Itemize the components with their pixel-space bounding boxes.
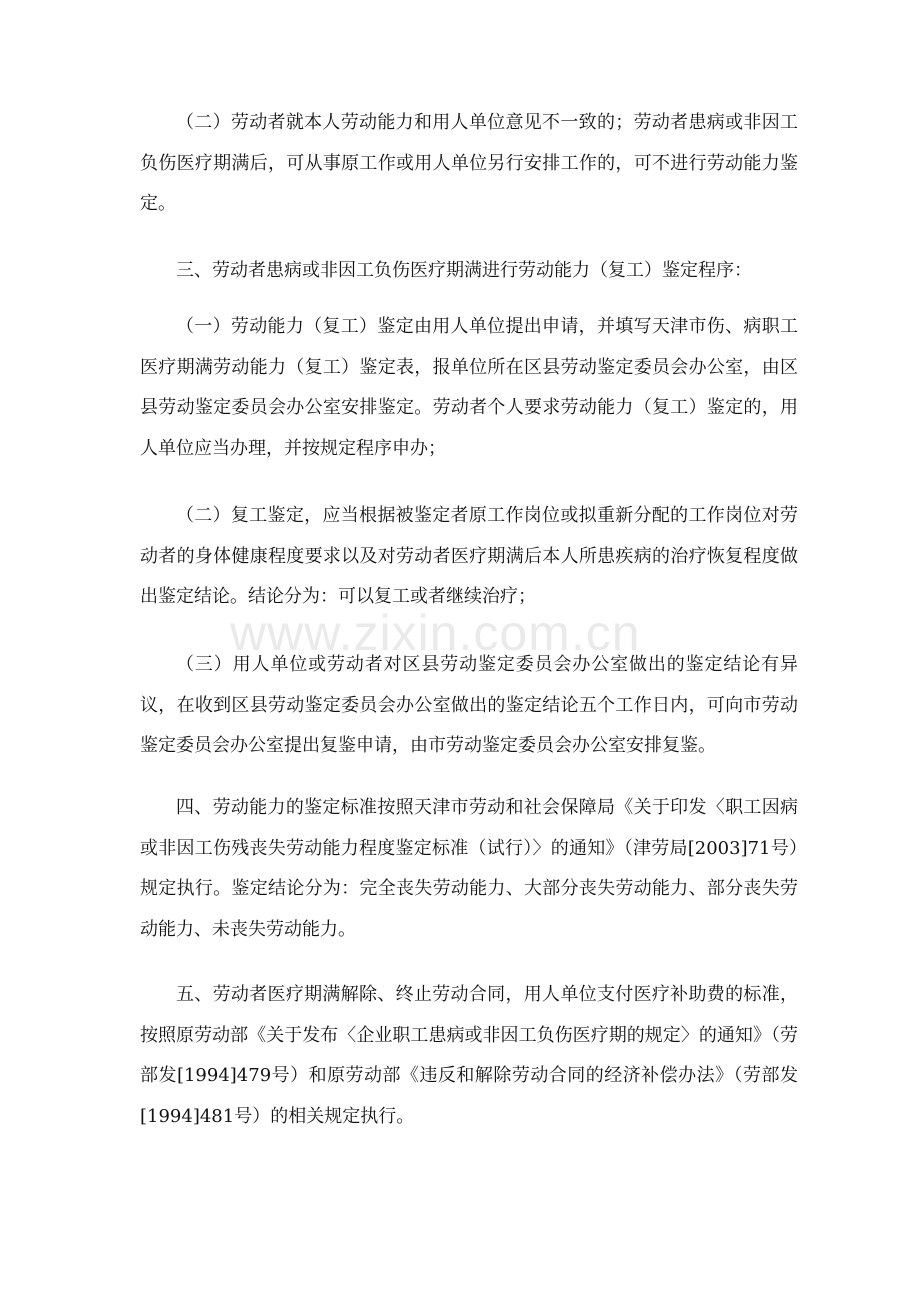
paragraph-section-4-standards: 四、劳动能力的鉴定标准按照天津市劳动和社会保障局《关于印发〈职工因病或非因工伤残丧失劳动能力程度鉴定标准（试行）〉的通知》（津劳局[2003]71号）规定执行。鉴定结论分为：完全丧失劳动能力、大部分丧失劳动能力、部分丧失劳动能力、未丧失劳动能力。 [140, 797, 798, 940]
heading-section-3: 三、劳动者患病或非因工负伤医疗期满进行劳动能力（复工）鉴定程序： [176, 260, 752, 281]
paragraph-3-2-return-to-work: （二）复工鉴定，应当根据被鉴定者原工作岗位或拟重新分配的工作岗位对劳动者的身体健康程度要求以及对劳动者医疗期满后本人所患疾病的治疗恢复程度做出鉴定结论。结论分为：可以复工或者继续治疗； [140, 505, 798, 607]
paragraph-3-3-reappraisal: （三）用人单位或劳动者对区县劳动鉴定委员会办公室做出的鉴定结论有异议，在收到区县劳动鉴定委员会办公室做出的鉴定结论五个工作日内，可向市劳动鉴定委员会办公室提出复鉴申请，由市劳动鉴定委员会办公室安排复鉴。 [140, 654, 798, 756]
paragraph-3-1-application: （一）劳动能力（复工）鉴定由用人单位提出申请，并填写天津市伤、病职工医疗期满劳动能力（复工）鉴定表，报单位所在区县劳动鉴定委员会办公室，由区县劳动鉴定委员会办公室安排鉴定。劳动者个人要求劳动能力（复工）鉴定的，用人单位应当办理，并按规定程序申办； [140, 316, 798, 459]
paragraph-2-dispute-exemption: （二）劳动者就本人劳动能力和用人单位意见不一致的；劳动者患病或非因工负伤医疗期满后，可从事原工作或用人单位另行安排工作的，可不进行劳动能力鉴定。 [140, 112, 798, 214]
watermark: www.zixin.com.cn [230, 605, 641, 661]
paragraph-section-5-compensation: 五、劳动者医疗期满解除、终止劳动合同，用人单位支付医疗补助费的标准，按照原劳动部《关于发布〈企业职工患病或非因工负伤医疗期的规定〉的通知》（劳部发[1994]479号）和原劳动部《违反和解除劳动合同的经济补偿办法》（劳部发[1994]481号）的相关规定执行。 [140, 984, 798, 1127]
